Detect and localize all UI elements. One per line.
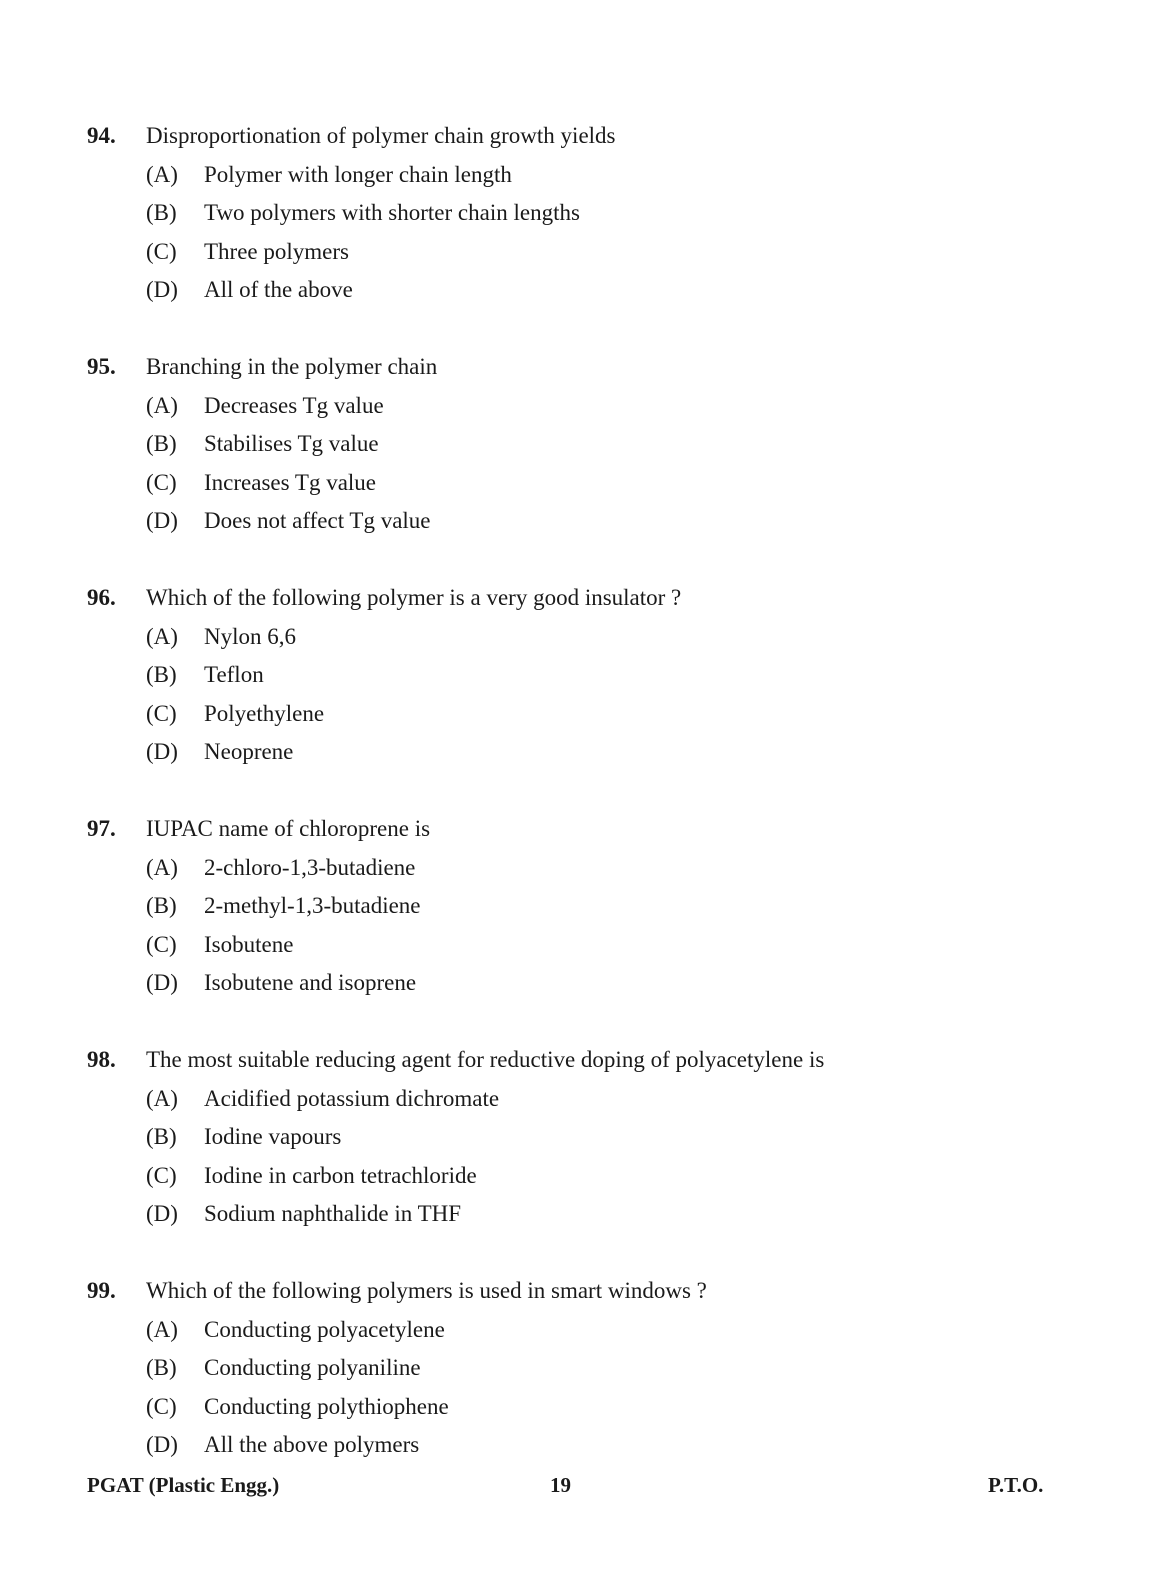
option-letter: (A) [146, 1086, 178, 1111]
option-letter: (C) [146, 932, 177, 957]
option-letter: (D) [146, 739, 178, 764]
option-b [0, 429, 1153, 459]
question-number: 94. [87, 123, 116, 148]
option-text: Decreases Tg value [204, 393, 384, 418]
question-header [0, 1045, 1153, 1075]
option-text: Three polymers [204, 239, 349, 264]
option-letter: (D) [146, 508, 178, 533]
option-text: Sodium naphthalide in THF [204, 1201, 462, 1226]
option-c [0, 1161, 1153, 1191]
option-b [0, 1122, 1153, 1152]
option-text: Conducting polythiophene [204, 1394, 449, 1419]
option-letter: (B) [146, 431, 177, 456]
option-letter: (D) [146, 1432, 178, 1457]
option-text: Conducting polyaniline [204, 1355, 421, 1380]
option-letter: (C) [146, 239, 177, 264]
option-text: Conducting polyacetylene [204, 1317, 445, 1342]
option-letter: (A) [146, 162, 178, 187]
question-header [0, 121, 1153, 151]
option-text: All the above polymers [204, 1432, 420, 1457]
option-text: Does not affect Tg value [204, 508, 431, 533]
question-text: The most suitable reducing agent for reductive doping of polyacetylene is [146, 1047, 825, 1072]
question-header [0, 352, 1153, 382]
option-a [0, 622, 1153, 652]
question-number: 96. [87, 585, 116, 610]
option-letter: (C) [146, 470, 177, 495]
option-b [0, 198, 1153, 228]
option-letter: (D) [146, 277, 178, 302]
question-text: Which of the following polymers is used in smart windows ? [146, 1278, 707, 1303]
question-header [0, 1276, 1153, 1306]
option-text: Stabilises Tg value [204, 431, 379, 456]
option-c [0, 237, 1153, 267]
option-d [0, 506, 1153, 536]
option-letter: (C) [146, 1394, 177, 1419]
question-text: Which of the following polymer is a very good insulator ? [146, 585, 682, 610]
exam-name: PGAT (Plastic Engg.) [87, 1473, 280, 1497]
option-b [0, 891, 1153, 921]
option-text: 2-methyl-1,3-butadiene [204, 893, 421, 918]
pto-label: P.T.O. [988, 1473, 1044, 1497]
option-text: Isobutene [204, 932, 294, 957]
option-text: Increases Tg value [204, 470, 376, 495]
question-number: 99. [87, 1278, 116, 1303]
option-text: Acidified potassium dichromate [204, 1086, 500, 1111]
option-a [0, 1315, 1153, 1345]
option-letter: (B) [146, 893, 177, 918]
page-footer [0, 1470, 1153, 1500]
option-b [0, 660, 1153, 690]
option-letter: (D) [146, 1201, 178, 1226]
option-b [0, 1353, 1153, 1383]
option-a [0, 160, 1153, 190]
option-text: Isobutene and isoprene [204, 970, 417, 995]
option-letter: (D) [146, 970, 178, 995]
option-text: Teflon [204, 662, 264, 687]
option-a [0, 391, 1153, 421]
option-text: Polyethylene [204, 701, 325, 726]
option-d [0, 737, 1153, 767]
option-letter: (A) [146, 855, 178, 880]
option-a [0, 1084, 1153, 1114]
question-header [0, 583, 1153, 613]
question-header [0, 814, 1153, 844]
option-text: Nylon 6,6 [204, 624, 296, 649]
question-number: 98. [87, 1047, 116, 1072]
option-letter: (A) [146, 393, 178, 418]
option-letter: (A) [146, 1317, 178, 1342]
option-letter: (B) [146, 1355, 177, 1380]
option-letter: (B) [146, 200, 177, 225]
page-number: 19 [550, 1473, 571, 1497]
question-text: Disproportionation of polymer chain growth yields [146, 123, 616, 148]
option-text: 2-chloro-1,3-butadiene [204, 855, 416, 880]
option-letter: (A) [146, 624, 178, 649]
option-letter: (B) [146, 1124, 177, 1149]
question-text: Branching in the polymer chain [146, 354, 438, 379]
option-c [0, 468, 1153, 498]
option-text: Two polymers with shorter chain lengths [204, 200, 580, 225]
question-number: 97. [87, 816, 116, 841]
option-letter: (B) [146, 662, 177, 687]
question-text: IUPAC name of chloroprene is [146, 816, 431, 841]
option-d [0, 1199, 1153, 1229]
option-c [0, 699, 1153, 729]
option-d [0, 1430, 1153, 1460]
option-text: Neoprene [204, 739, 294, 764]
question-number: 95. [87, 354, 116, 379]
option-d [0, 275, 1153, 305]
option-text: Iodine in carbon tetrachloride [204, 1163, 477, 1188]
option-c [0, 1392, 1153, 1422]
option-text: Iodine vapours [204, 1124, 342, 1149]
option-letter: (C) [146, 701, 177, 726]
option-text: Polymer with longer chain length [204, 162, 512, 187]
option-d [0, 968, 1153, 998]
option-text: All of the above [204, 277, 353, 302]
option-a [0, 853, 1153, 883]
option-letter: (C) [146, 1163, 177, 1188]
option-c [0, 930, 1153, 960]
